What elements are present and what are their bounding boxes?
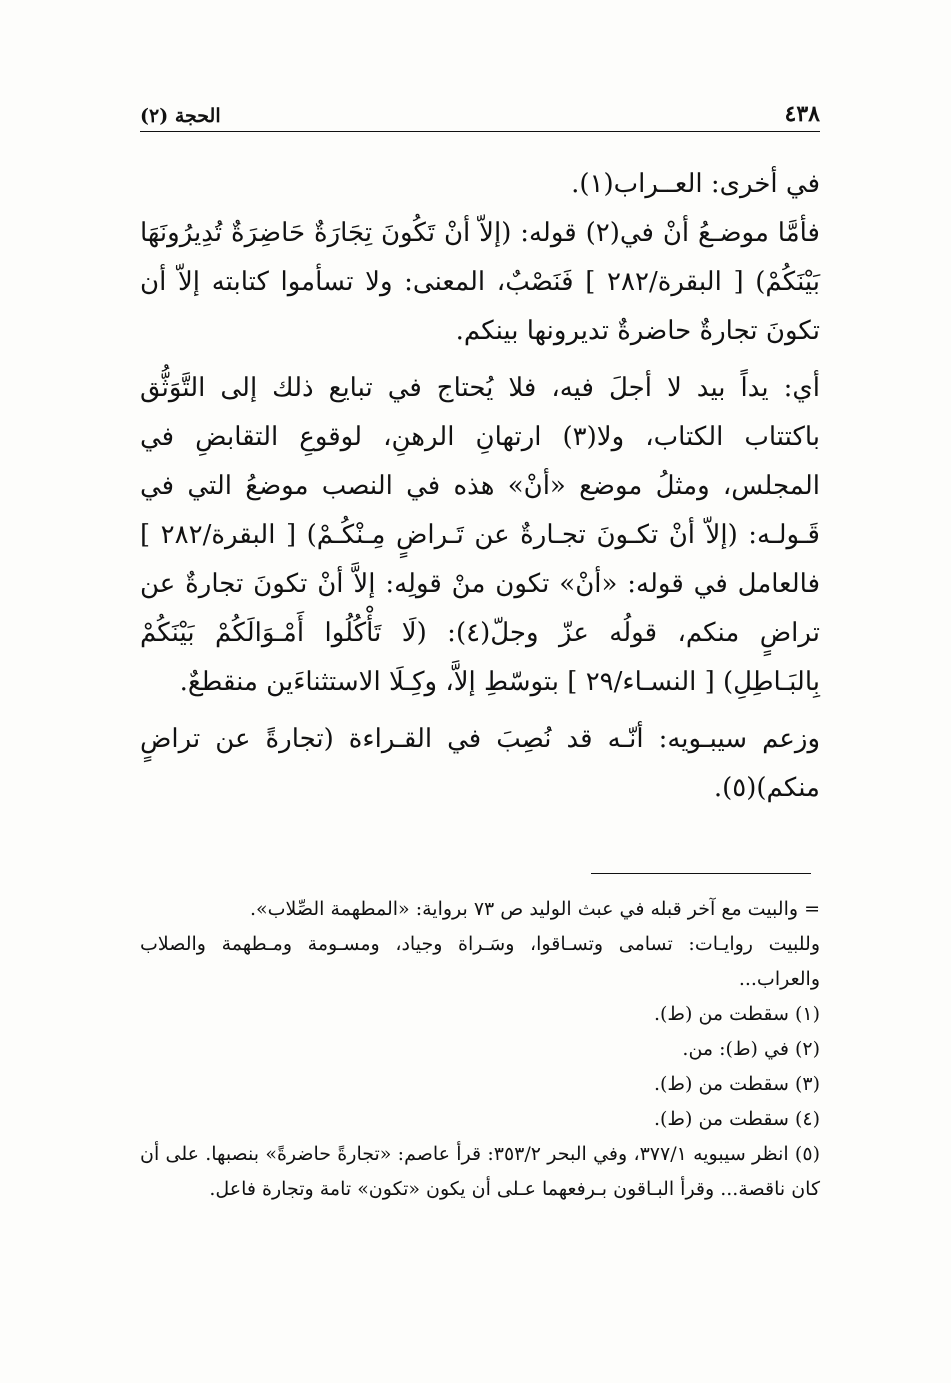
- footnote-continuation: = والبيت مع آخر قبله في عبث الوليد ص ٧٣ برواية: «المطهمة الصِّلاب».: [250, 898, 820, 920]
- running-title: الحجة (٢): [140, 105, 221, 127]
- footnotes: [140, 892, 820, 1207]
- paragraph: في أخرى: العــراب(١).: [571, 169, 820, 199]
- footnote: (٤) سقطت من (ط).: [653, 1108, 820, 1130]
- footnote-continuation: وللبيت روايـات: تسامى وتسـاقوا، وسَـراة وجياد، ومسـومة ومـطهمة والصلاب والعراب...: [140, 933, 820, 990]
- footnote: (٥) انظر سيبويه ٣٧٧/١، وفي البحر ٣٥٣/٢: قرأ عاصم: «تجارةً حاضرةً» بنصبها. على أن كان ناقصة... وقرأ البـاقون بـرفعهما عـلى أن يكون «تكون» تامة وتجارة فاعل.: [140, 1143, 820, 1200]
- footnote: (٣) سقطت من (ط).: [653, 1073, 820, 1095]
- page-number: ٤٣٨: [784, 101, 820, 127]
- footnote-separator: [591, 873, 811, 874]
- main-text: [140, 160, 820, 813]
- footnote: (٢) في (ط): من.: [682, 1038, 820, 1060]
- paragraph: فأمَّا موضـعُ أنْ في(٢) قوله: (إلاّ أنْ تَكُونَ تِجَارَةٌ حَاضِرَةٌ تُدِيرُونَهَا بَيْنَكُمْ) [ البقرة/٢٨٢ ] فَنَصْبٌ، المعنى: ولا تسأموا كتابته إلاّ أن تكونَ تجارةٌ حاضرةٌ تديرونها بينكم.: [140, 218, 821, 346]
- footnote: (١) سقطت من (ط).: [653, 1003, 820, 1025]
- paragraph: وزعم سيبـويه: أنّـه قد نُصِبَ في القـراءة (تجارةً عن تراضٍ منكم)(٥).: [140, 724, 820, 803]
- paragraph: أي: يداً بيد لا أجلَ فيه، فلا يُحتاج في تبايع ذلك إلى التَّوَثُّق باكتتاب الكتاب، ولا(٣) ارتهانِ الرهنِ، لوقوعِ التقابضِ في المجلس، ومثلُ موضع «أنْ» هذه في النصب موضعُ التي في قَـولـه: (إلاّ أنْ تكـونَ تجـارةٌ عن تَـراضٍ مِـنْكُـمْ) [ البقرة/٢٨٢ ] فالعامل في قوله: «أنْ» تكون منْ قولِه: إلاَّ أنْ تكونَ تجارةٌ عن تراضٍ منكم، قولُه عزّ وجلّ(٤): (لَا تَأْكُلُوا أَمْـوَالَكُمْ بَيْنَكُمْ بِالبَـاطِلِ) [ النسـاء/٢٩ ] بتوسّطِ إلاَّ، وكِـلَا الاستثناءَين منقطعٌ.: [140, 373, 820, 697]
- page-header: [140, 98, 820, 132]
